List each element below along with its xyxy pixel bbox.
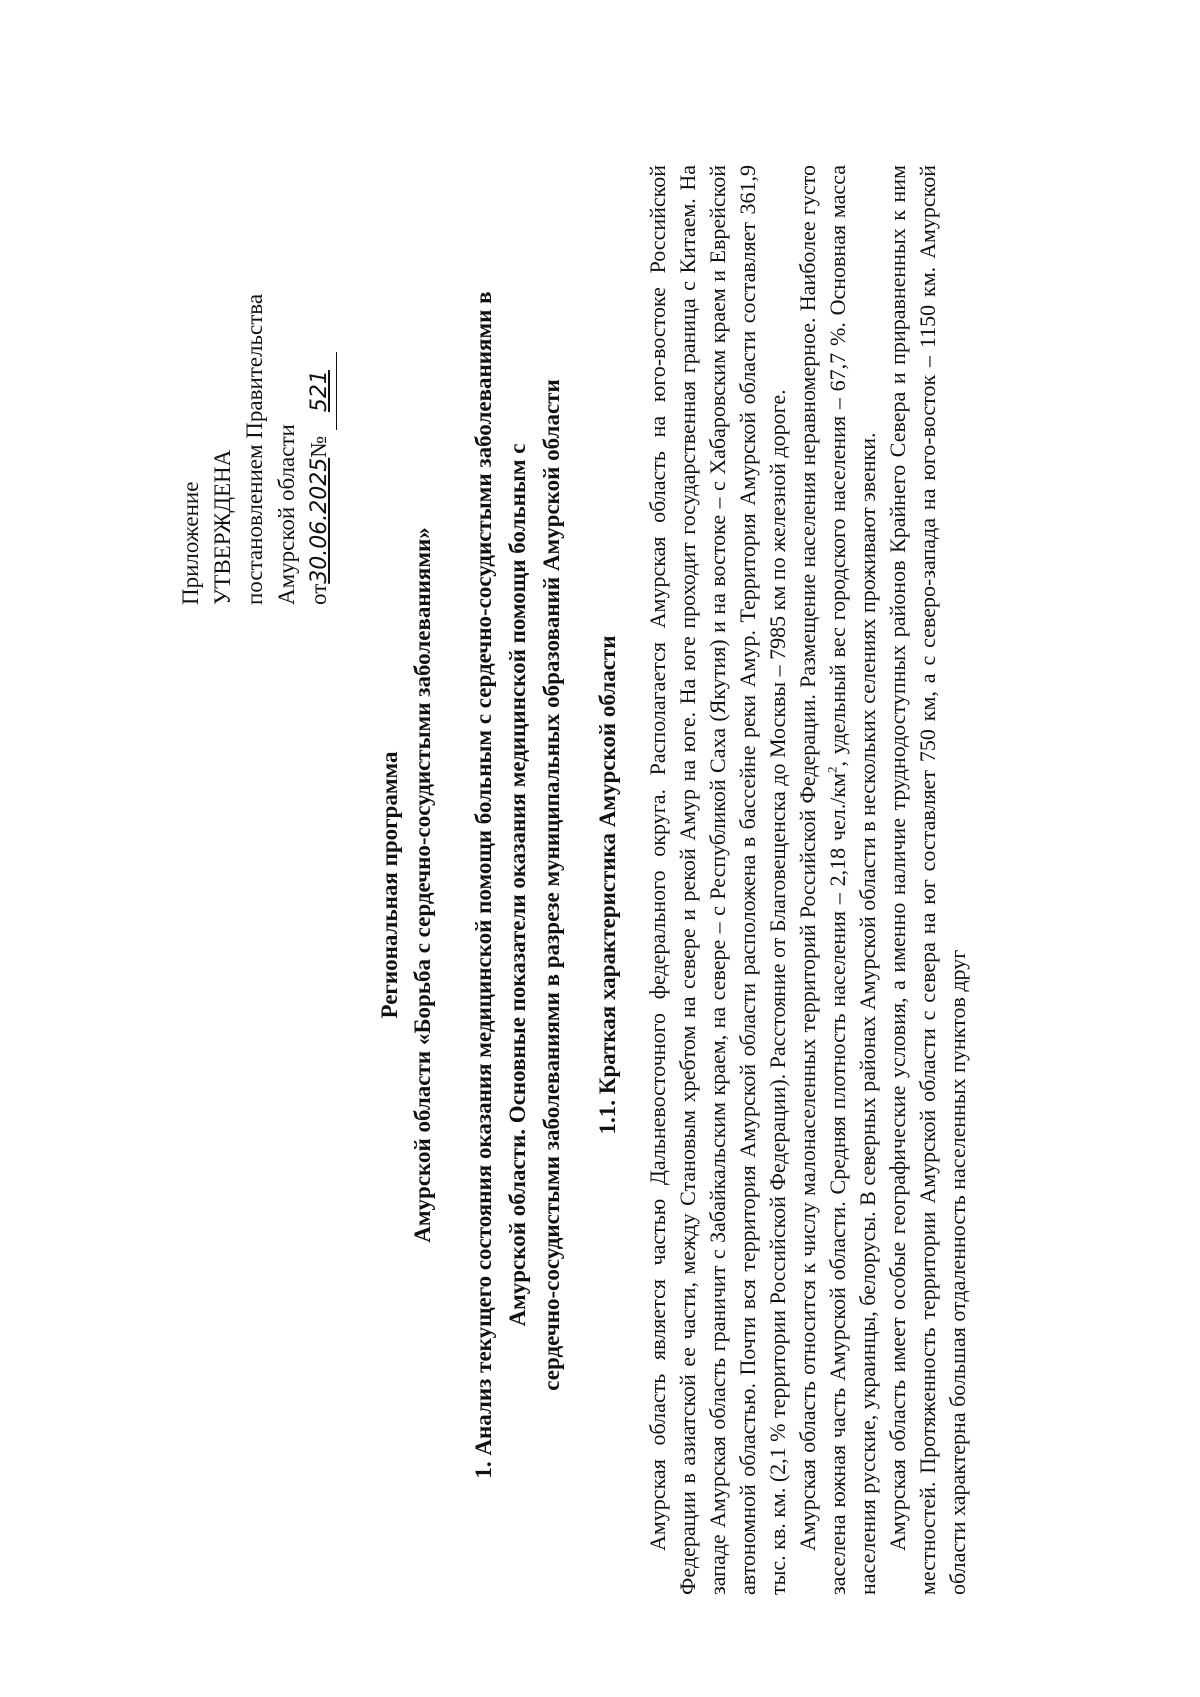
paragraph-2-part-b: , удельный вес городского населения – 67,7 %. Основная масса населения русские, украинцы, белорусы. В северных районах Амурской области в нескольких селениях проживают эвенки. [825,165,880,1595]
document-page [35,165,1165,1605]
date-number-line [303,285,337,605]
section-heading [467,175,569,1595]
program-title [373,315,439,1455]
appendix-label: Приложение [178,481,203,605]
superscript-2: 2 [824,766,840,773]
program-title-line1: Региональная программа [377,751,402,1019]
approval-block [175,285,337,605]
from-label: от [306,583,331,605]
paragraph-2-part-a: Амурская область относится к числу малонаселенных территорий Российской Федерации. Размещение населения неравномерное. Наиболее густо заселена южная часть Амурской области. Средняя плотность населения – 2,18 чел./км [795,165,850,1595]
subsection-heading: 1.1. Краткая характеристика Амурской области [595,635,620,1135]
region-label: Амурской области [274,424,299,605]
decree-label: постановлением Правительства [242,293,267,605]
section-heading-line3: сердечно-сосудистыми заболеваниями в разрезе муниципальных образований Амурской области [539,379,564,1391]
section-heading-line1: 1. Анализ текущего состояния оказания медицинской помощи больным с сердечно-сосудистыми заболеваниями в [471,291,496,1479]
approved-label: УТВЕРЖДЕНА [210,449,235,605]
paragraph-3: Амурская область имеет особые географические условия, а именно наличие труднодоступных районов Крайнего Севера и приравненных к ним местностей. Протяженность территории Амурской области с севера на юг составляет 750 км, а с северо-запада на юго-восток – 1150 км. Амурской области характерна большая отдаленность населенных пунктов друг [885,165,970,1595]
paragraph-2 [793,165,883,1595]
program-title-line2: Амурской области «Борьба с сердечно-сосудистыми заболеваниями» [410,527,435,1243]
section-heading-line2: Амурской области. Основные показатели оказания медицинской помощи больным с [505,443,530,1327]
decree-number: 521 [304,352,337,430]
number-label: № [306,435,331,458]
decree-date: 30.06.2025 [307,457,332,584]
paragraph-1: Амурская область является частью Дальневосточного федерального округа. Располагается Амурская область на юго-востоке Российской Федерации в азиатской ее части, между Становым хребтом на севере и рекой Амур на юге. На юге проходит государственная граница с Китаем. На западе Амурская область граничит с Забайкальским краем, на севере – с Республикой Саха (Якутия) и на востоке – с Хабаровским краем и Еврейской автономной областью. Почти вся территория Амурской области расположена в бассейне реки Амур. Территория Амурской области составляет 361,9 тыс. кв. км. (2,1 % территории Российской Федерации). Расстояние от Благовещенска до Москвы – 7985 км по железной дороге. [645,165,790,1595]
body-text [643,165,973,1595]
